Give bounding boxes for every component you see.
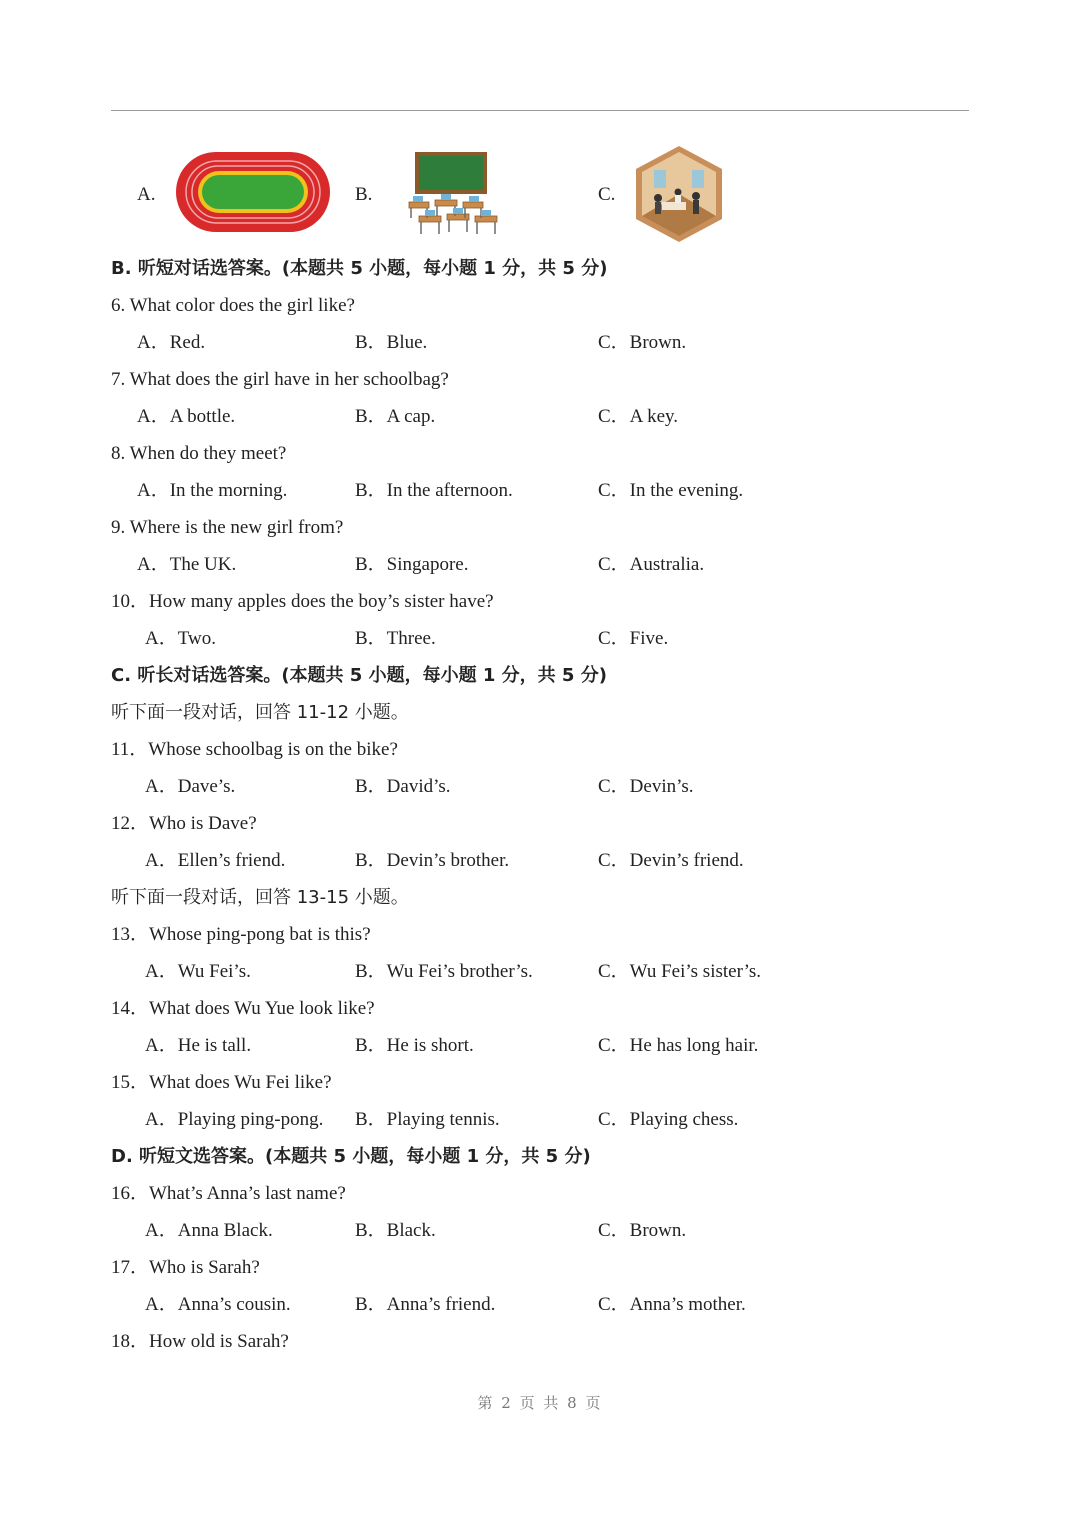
option-15a: A．Playing ping-pong. [145,1109,324,1130]
option-13a: A．Wu Fei’s. [145,961,251,982]
section-c-heading: C. 听长对话选答案。(本题共 5 小题，每小题 1 分，共 5 分) [111,665,607,686]
option-16a: A．Anna Black. [145,1220,273,1241]
option-16c: C．Brown. [598,1220,687,1241]
option-14a: A．He is tall. [145,1035,252,1056]
option-17b: B．Anna’s friend. [355,1294,496,1315]
meeting-room-image [634,144,724,244]
question-17: 17．Who is Sarah? [111,1257,260,1278]
question-7: 7. What does the girl have in her schoolbag? [111,369,449,390]
option-10b: B．Three. [355,628,436,649]
running-track-image [174,150,332,234]
option-9c: C．Australia. [598,554,705,575]
question-9: 9. Where is the new girl from? [111,517,344,538]
option-6a: A．Red. [137,332,206,353]
option-7a: A．A bottle. [137,406,236,427]
instruction-11-12: 听下面一段对话，回答 11-12 小题。 [111,702,409,723]
option-7c: C．A key. [598,406,679,427]
option-10a: A．Two. [145,628,216,649]
option-13c: C．Wu Fei’s sister’s. [598,961,762,982]
question-16: 16．What’s Anna’s last name? [111,1183,346,1204]
page-footer: 第 2 页 共 8 页 [477,1394,603,1412]
section-b-heading: B. 听短对话选答案。(本题共 5 小题，每小题 1 分，共 5 分) [111,258,608,279]
option-10c: C．Five. [598,628,669,649]
option-9a: A．The UK. [137,554,237,575]
option-14b: B．He is short. [355,1035,474,1056]
option-9b: B．Singapore. [355,554,469,575]
question-6: 6. What color does the girl like? [111,295,355,316]
option-15b: B．Playing tennis. [355,1109,500,1130]
question-12: 12．Who is Dave? [111,813,257,834]
option-17a: A．Anna’s cousin. [145,1294,291,1315]
header-rule [111,110,969,111]
option-17c: C．Anna’s mother. [598,1294,746,1315]
instruction-13-15: 听下面一段对话，回答 13-15 小题。 [111,887,409,908]
option-14c: C．He has long hair. [598,1035,759,1056]
question-14: 14．What does Wu Yue look like? [111,998,375,1019]
option-12b: B．Devin’s brother. [355,850,510,871]
picture-option-c-label: C. [598,184,616,205]
option-12c: C．Devin’s friend. [598,850,744,871]
option-13b: B．Wu Fei’s brother’s. [355,961,533,982]
option-11a: A．Dave’s. [145,776,236,797]
option-8a: A．In the morning. [137,480,288,501]
option-7b: B．A cap. [355,406,436,427]
option-16b: B．Black. [355,1220,436,1241]
classroom-image [405,150,505,238]
option-6c: C．Brown. [598,332,687,353]
section-d-heading: D. 听短文选答案。(本题共 5 小题，每小题 1 分，共 5 分) [111,1146,591,1167]
option-6b: B．Blue. [355,332,428,353]
question-8: 8. When do they meet? [111,443,287,464]
question-15: 15．What does Wu Fei like? [111,1072,332,1093]
question-13: 13．Whose ping-pong bat is this? [111,924,371,945]
picture-option-b-label: B. [355,184,373,205]
picture-option-a-label: A. [137,184,156,205]
question-18: 18．How old is Sarah? [111,1331,289,1352]
option-11b: B．David’s. [355,776,451,797]
option-12a: A．Ellen’s friend. [145,850,286,871]
question-11: 11．Whose schoolbag is on the bike? [111,739,398,760]
option-8c: C．In the evening. [598,480,744,501]
option-15c: C．Playing chess. [598,1109,739,1130]
option-11c: C．Devin’s. [598,776,694,797]
option-8b: B．In the afternoon. [355,480,513,501]
question-10: 10．How many apples does the boy’s sister have? [111,591,494,612]
